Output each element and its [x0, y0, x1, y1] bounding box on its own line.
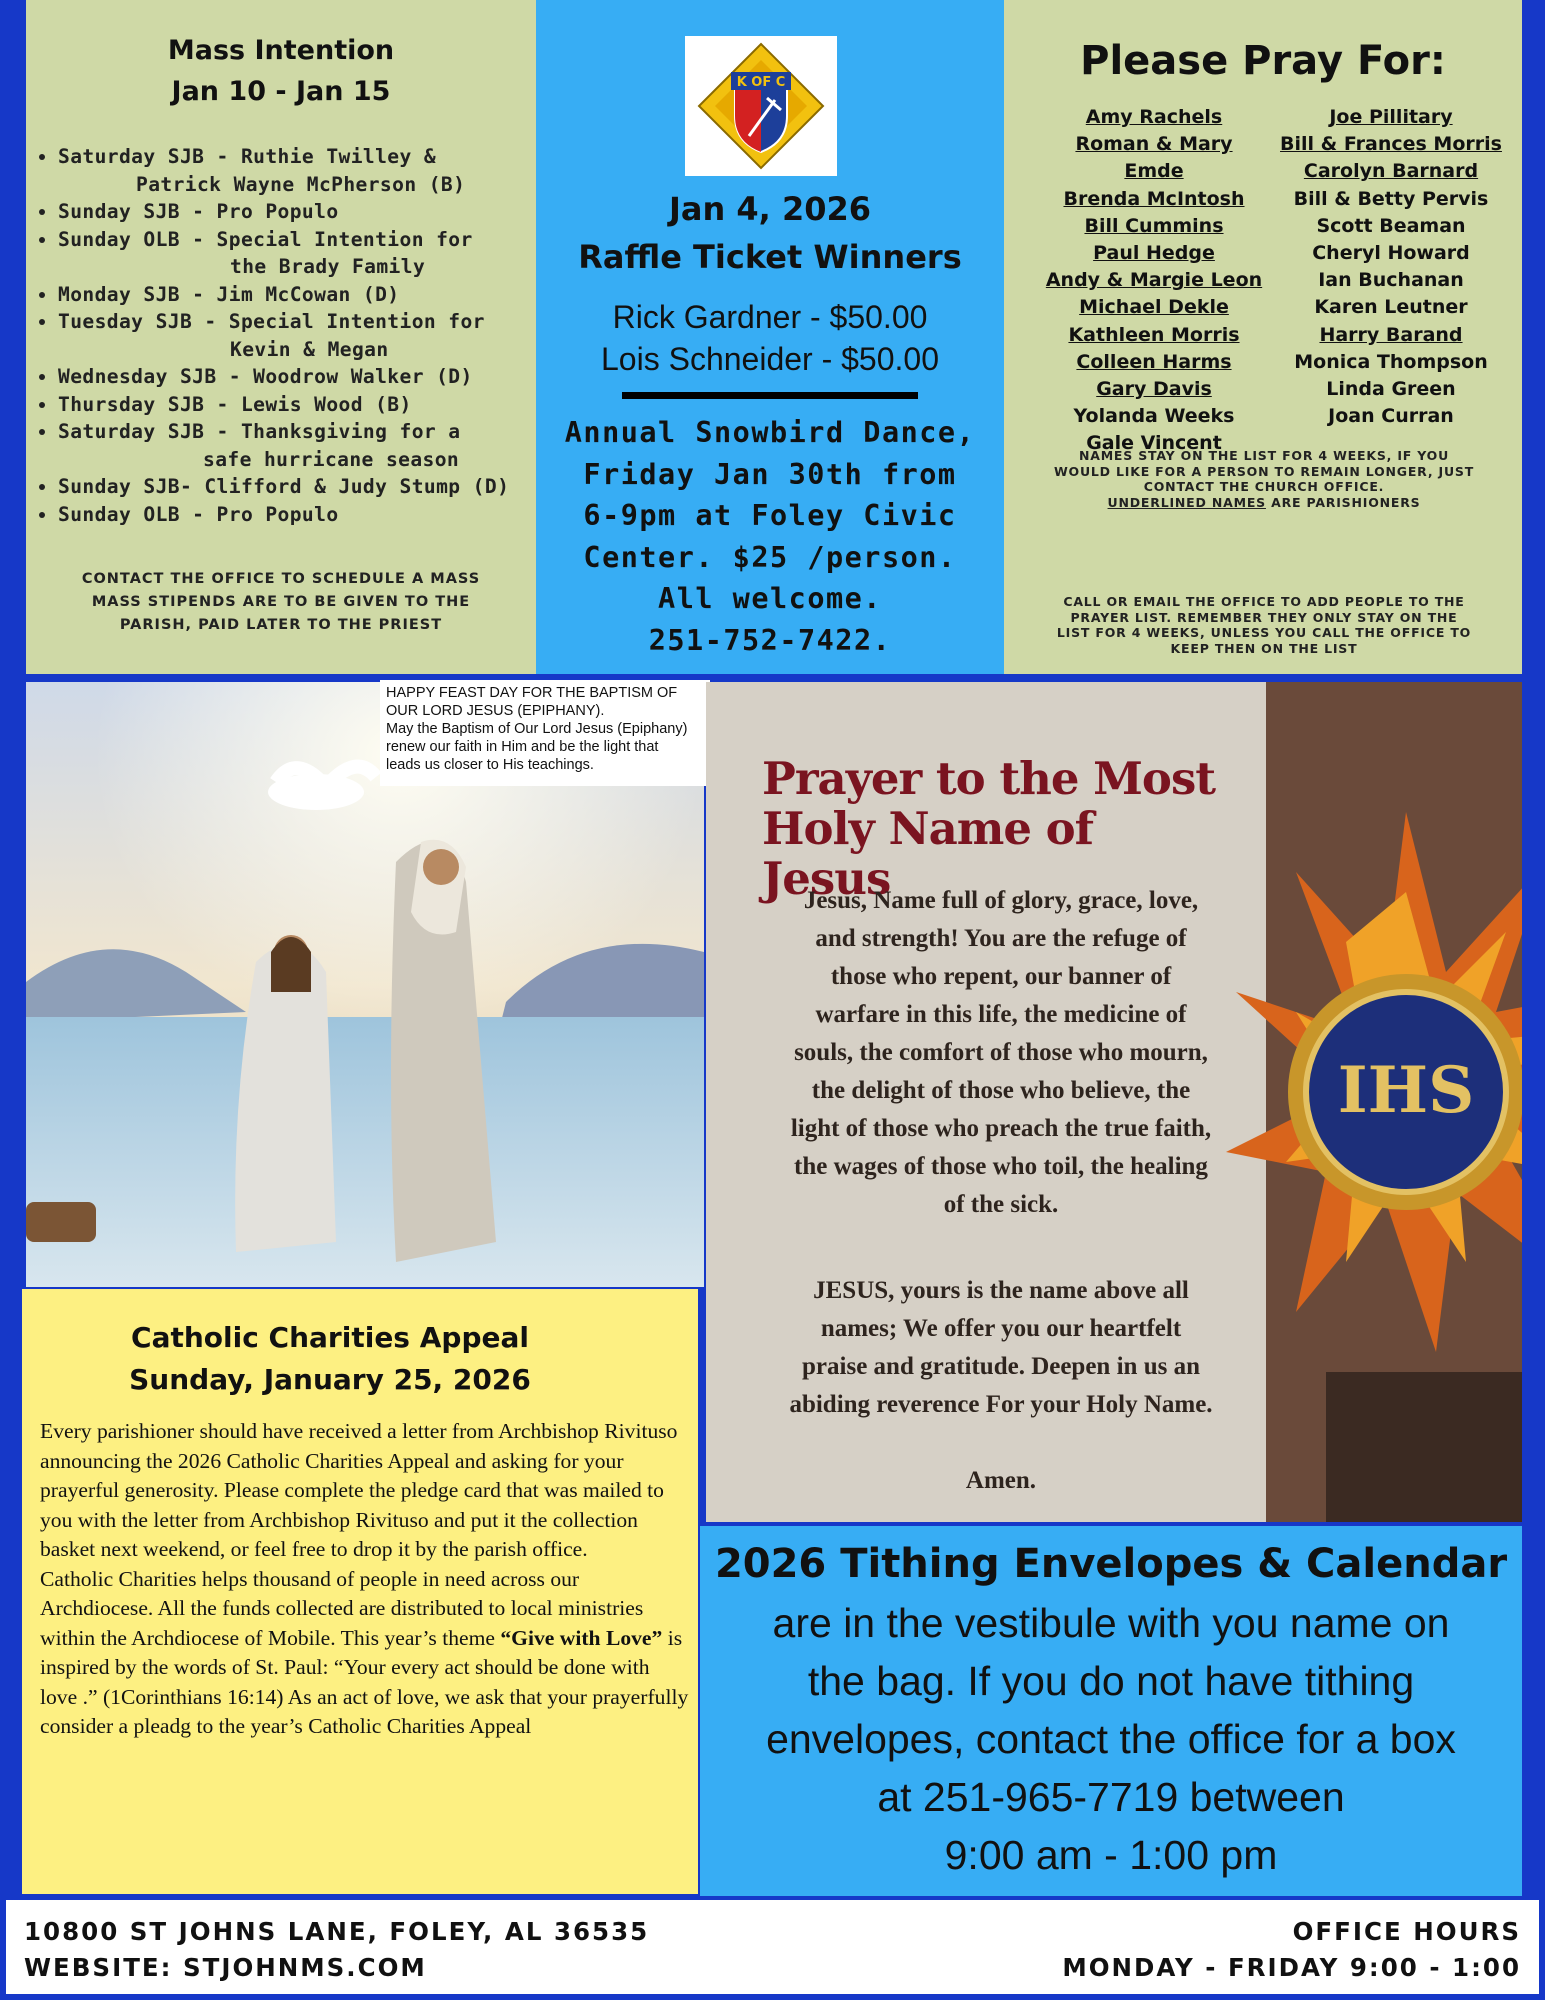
- list-item: Joe Pillitary: [1329, 106, 1453, 128]
- list-item: Joan Curran: [1328, 405, 1454, 428]
- list-item: Yolanda Weeks: [1073, 405, 1235, 428]
- snowbird-dance-notice: Annual Snowbird Dance, Friday Jan 30th from 6-9pm at Foley Civic Center. $25 /person. All welcome. 251-752-7422.: [564, 416, 976, 657]
- list-item: Monica Thompson: [1294, 350, 1488, 373]
- list-item: • Saturday SJB - Ruthie Twilley & Patrick Wayne McPherson (B): [58, 143, 509, 198]
- list-item: Gary Davis: [1096, 378, 1212, 401]
- knights-of-columbus-logo: [685, 36, 837, 176]
- list-item: Roman & Mary Emde: [1075, 133, 1233, 183]
- list-item: Ian Buchanan: [1318, 269, 1464, 292]
- prayer-list-note: NAMES STAY ON THE LIST FOR 4 WEEKS, IF YOU WOULD LIKE FOR A PERSON TO REMAIN LONGER, JUST CONTACT THE CHURCH OFFICE. UNDERLINED NAMES ARE PARISHIONERS: [1053, 448, 1475, 510]
- mass-intention-title: Mass Intention Jan 10 - Jan 15: [167, 35, 395, 107]
- prayer-body: Jesus, Name full of glory, grace, love, and strength! You are the refuge of those who repent, our banner of warfare in this life, the medicine of souls, the comfort of those who mourn, the delight of those who believe, the light of those who preach the true faith, the wages of those who toil, the healing of the sick.: [790, 887, 1212, 1218]
- list-item: Colleen Harms: [1076, 350, 1232, 373]
- prayer-list-instructions: CALL OR EMAIL THE OFFICE TO ADD PEOPLE TO THE PRAYER LIST. REMEMBER THEY ONLY STAY ON THE LIST FOR 4 WEEKS, UNLESS YOU CALL THE OFFICE TO KEEP THEN ON THE LIST: [1056, 594, 1472, 656]
- list-item: • Tuesday SJB - Special Intention for Kevin & Megan: [58, 308, 509, 363]
- list-item: Bill Cummins: [1084, 214, 1224, 237]
- mass-intention-list: [32, 143, 509, 528]
- footer-contact: [24, 1914, 649, 1986]
- mass-intention-panel: [26, 0, 536, 674]
- list-item: Harry Barand: [1319, 323, 1463, 346]
- list-item: Kathleen Morris: [1068, 323, 1240, 346]
- list-item: Andy & Margie Leon: [1045, 269, 1263, 292]
- list-item: • Sunday SJB- Clifford & Judy Stump (D): [58, 473, 509, 501]
- prayer-amen: Amen.: [965, 1467, 1037, 1494]
- list-item: • Sunday OLB - Special Intention for the Brady Family: [58, 226, 509, 281]
- prayer-list-panel: [1004, 0, 1522, 674]
- tithing-heading: 2026 Tithing Envelopes & Calendar: [714, 1541, 1508, 1587]
- prayer-body-2: JESUS, yours is the name above all names; We offer you our heartfelt praise and gratitude. Deepen in us an abiding reverence For your Holy Name.: [789, 1277, 1213, 1418]
- prayer-list-title: Please Pray For:: [1080, 38, 1446, 84]
- prayer-list-column-1: [1044, 104, 1264, 458]
- raffle-winners: Rick Gardner - $50.00 Lois Schneider - $50.00: [601, 299, 939, 377]
- website-link[interactable]: WEBSITE: STJOHNMS.COM: [24, 1953, 427, 1982]
- list-item: Brenda McIntosh: [1063, 187, 1245, 210]
- raffle-heading: Jan 4, 2026 Raffle Ticket Winners: [578, 190, 962, 276]
- list-item: • Sunday OLB - Pro Populo: [58, 501, 509, 529]
- prayer-title: Prayer to the Most Holy Name of Jesus: [762, 752, 1216, 905]
- prayer-list-column-2: [1278, 104, 1504, 430]
- list-item: Bill & Betty Pervis: [1293, 187, 1489, 210]
- catholic-charities-panel: [22, 1289, 698, 1894]
- footer-office-hours: OFFICE HOURS MONDAY - FRIDAY 9:00 - 1:00: [1062, 1917, 1521, 1982]
- divider: [622, 392, 918, 399]
- list-item: Scott Beaman: [1316, 214, 1466, 237]
- feast-day-caption: HAPPY FEAST DAY FOR THE BAPTISM OF OUR LORD JESUS (EPIPHANY). May the Baptism of Our Lord Jesus (Epiphany) renew our faith in Him and be the light that leads us closer to His teachings.: [380, 680, 710, 786]
- list-item: • Wednesday SJB - Woodrow Walker (D): [58, 363, 509, 391]
- list-item: • Sunday SJB - Pro Populo: [58, 198, 509, 226]
- list-item: Linda Green: [1326, 378, 1456, 401]
- ihs-monogram: IHS: [1337, 1053, 1475, 1128]
- mass-footnote: CONTACT THE OFFICE TO SCHEDULE A MASS MASS STIPENDS ARE TO BE GIVEN TO THE PARISH, PAID LATER TO THE PRIEST: [81, 571, 481, 633]
- list-item: Bill & Frances Morris: [1280, 133, 1502, 156]
- list-item: • Monday SJB - Jim McCowan (D): [58, 281, 509, 309]
- raffle-panel: [536, 0, 1004, 674]
- svg-text:K OF C: K OF C: [736, 75, 786, 90]
- list-item: Michael Dekle: [1079, 296, 1229, 319]
- list-item: Paul Hedge: [1093, 242, 1215, 265]
- address: 10800 ST JOHNS LANE, FOLEY, AL 36535: [24, 1917, 650, 1946]
- charities-title: Catholic Charities Appeal Sunday, January 25, 2026: [129, 1321, 531, 1396]
- list-item: Gale Vincent: [1086, 432, 1222, 455]
- list-item: Cheryl Howard: [1312, 242, 1470, 265]
- list-item: Amy Rachels: [1085, 106, 1223, 128]
- list-item: Karen Leutner: [1314, 296, 1468, 319]
- footer: [6, 1900, 1539, 1994]
- holy-name-prayer-image: [706, 682, 1522, 1522]
- list-item: • Saturday SJB - Thanksgiving for a safe hurricane season: [58, 418, 509, 473]
- tithing-text: are in the vestibule with you name on the bag. If you do not have tithing envelopes, contact the office for a box at 251-965-7719 between 9:00 am - 1:00 pm: [766, 1600, 1456, 1878]
- list-item: • Thursday SJB - Lewis Wood (B): [58, 391, 509, 419]
- list-item: Carolyn Barnard: [1303, 160, 1479, 183]
- tithing-envelopes-panel: [700, 1526, 1522, 1896]
- charities-text: Every parishioner should have received a letter from Archbishop Rivituso announcing the 2026 Catholic Charities Appeal and asking for your prayerful generosity. Please complete the pledge card that was mailed to you with the letter from Archbishop Rivituso and put it the collection basket next weekend, or feel free to drop it by the parish office. Catholic Charities helps thousand of people in need across our Archdiocese. All the funds collected are distributed to local ministries within the Archdiocese of Mobile. This year’s theme “Give with Love” is inspired by the words of St. Paul: “Your every act should be done with love .” (1Corinthians 16:14) As an act of love, we ask that your prayerfully consider a pleadg to the year’s Catholic Charities Appeal: [40, 1419, 689, 1738]
